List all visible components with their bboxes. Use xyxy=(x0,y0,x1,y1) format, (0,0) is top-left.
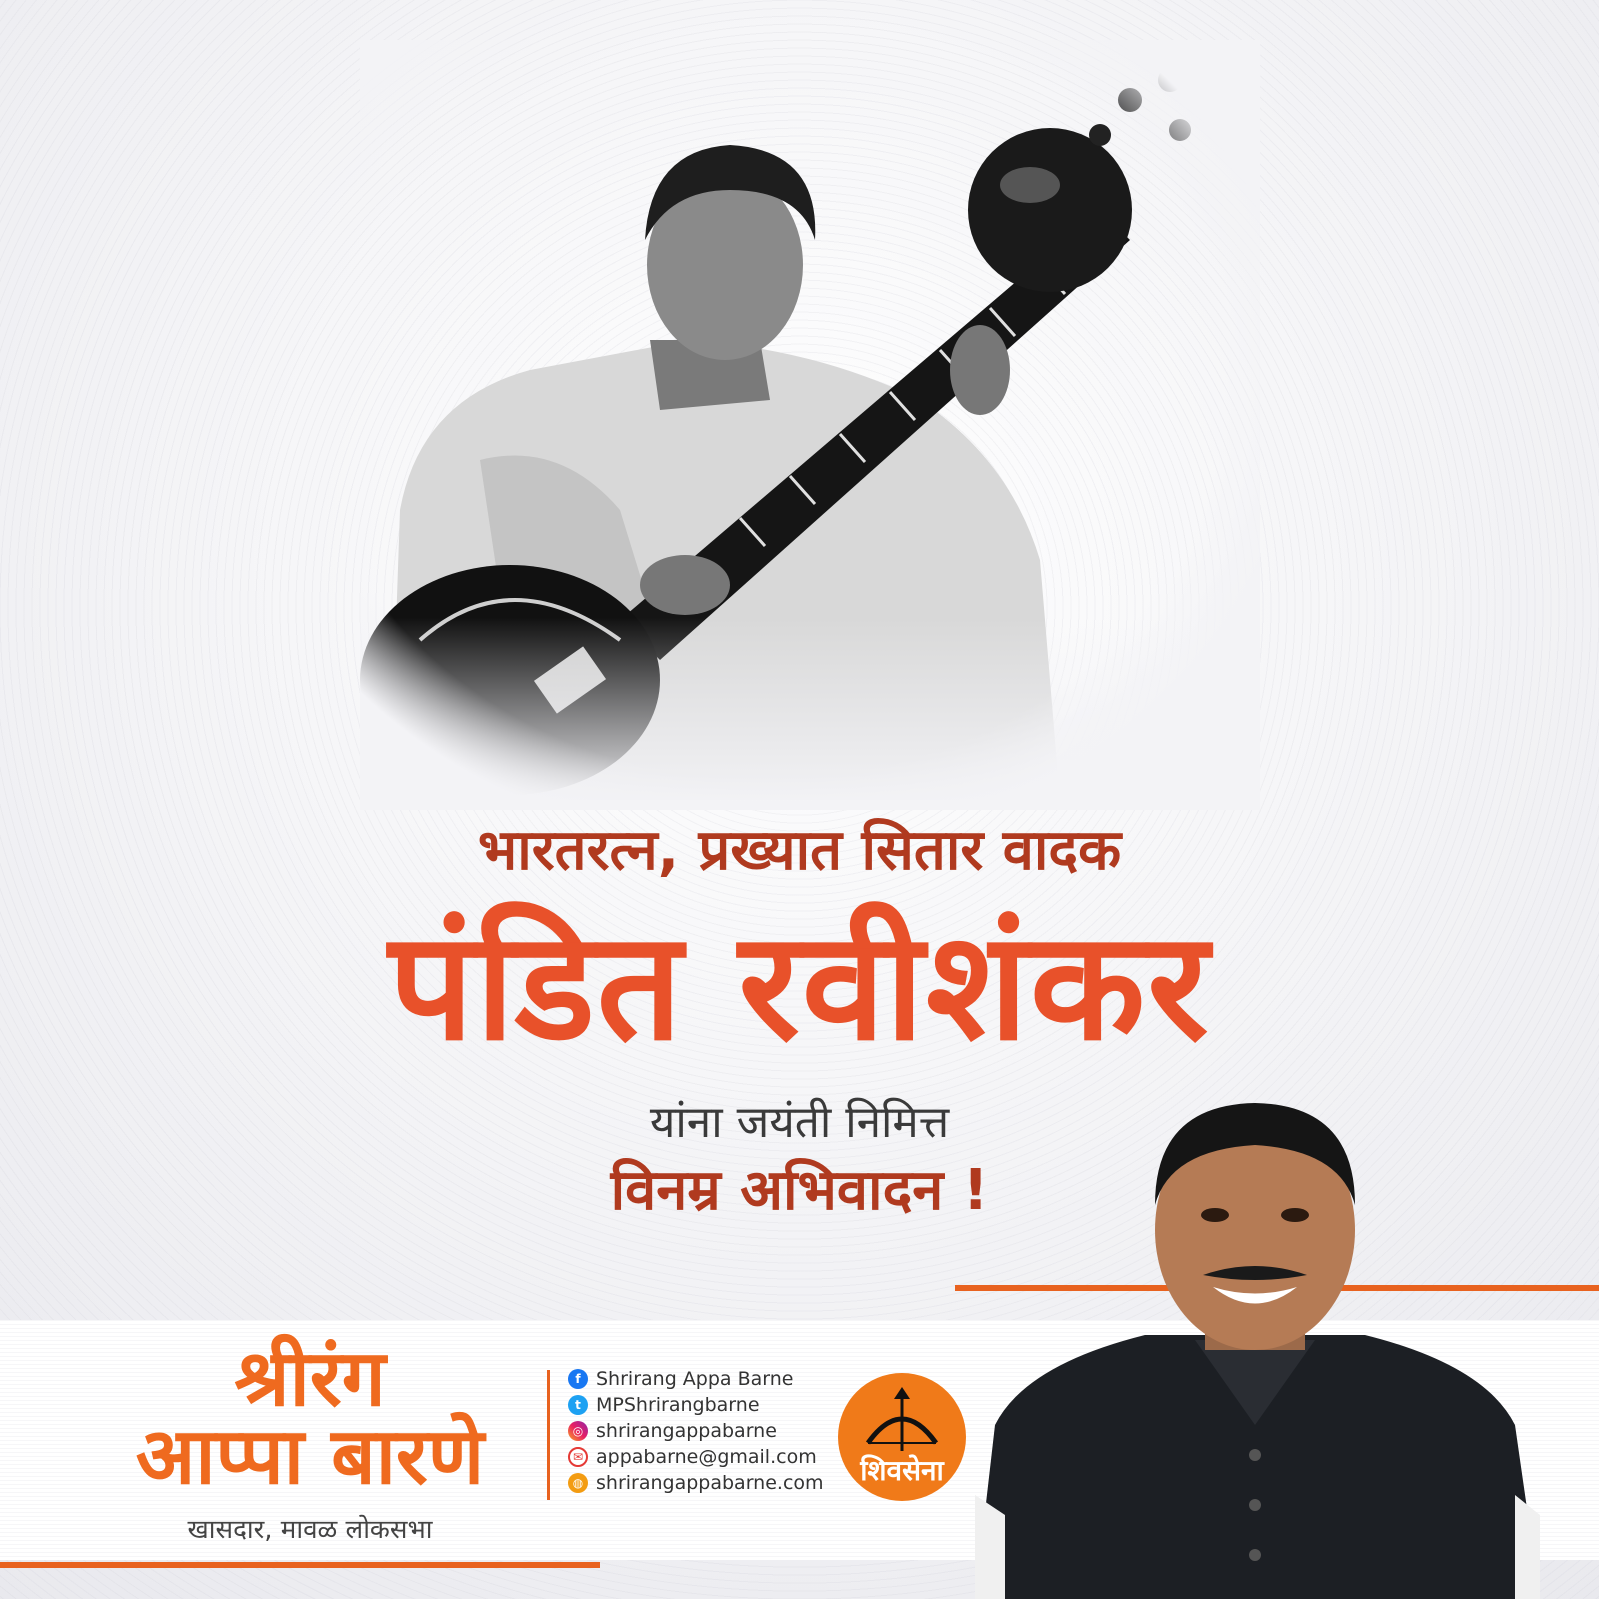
website-url: shrirangappabarne.com xyxy=(596,1472,824,1494)
party-logo xyxy=(838,1373,966,1501)
contact-list xyxy=(568,1366,824,1496)
honoree-name: पंडित रवीशंकर xyxy=(388,900,1211,1074)
mail-icon: ✉ xyxy=(568,1447,588,1467)
contact-twitter[interactable] xyxy=(568,1392,824,1418)
party-name: शिवसेना xyxy=(860,1454,944,1487)
politician-portrait xyxy=(955,1095,1555,1599)
twitter-icon: t xyxy=(568,1395,588,1415)
contact-facebook[interactable] xyxy=(568,1366,824,1392)
sitar-player-photo xyxy=(360,40,1260,810)
twitter-handle: MPShrirangbarne xyxy=(596,1394,760,1416)
contact-website[interactable] xyxy=(568,1470,824,1496)
brand-block xyxy=(80,1334,540,1546)
bow-arrow-icon xyxy=(862,1385,942,1455)
email-address: appabarne@gmail.com xyxy=(596,1446,817,1468)
globe-icon: ◍ xyxy=(568,1473,588,1493)
bottom-accent-rule xyxy=(0,1562,600,1568)
instagram-icon: ◎ xyxy=(568,1421,588,1441)
contact-email[interactable] xyxy=(568,1444,824,1470)
brand-designation: खासदार, मावळ लोकसभा xyxy=(187,1515,433,1545)
contact-instagram[interactable] xyxy=(568,1418,824,1444)
occasion-text: यांना जयंती निमित्त xyxy=(649,1097,950,1148)
brand-name-line2: आप्पा बारणे xyxy=(135,1412,485,1502)
instagram-handle: shrirangappabarne xyxy=(596,1420,777,1442)
facebook-handle: Shrirang Appa Barne xyxy=(596,1368,794,1390)
brand-name-line1: श्रीरंग xyxy=(234,1334,386,1424)
facebook-icon: f xyxy=(568,1369,588,1389)
vertical-divider xyxy=(547,1370,550,1500)
subtitle-bharat-ratna: भारतरत्न, प्रख्यात सितार वादक xyxy=(477,818,1122,883)
tribute-text: विनम्र अभिवादन ! xyxy=(610,1158,989,1223)
